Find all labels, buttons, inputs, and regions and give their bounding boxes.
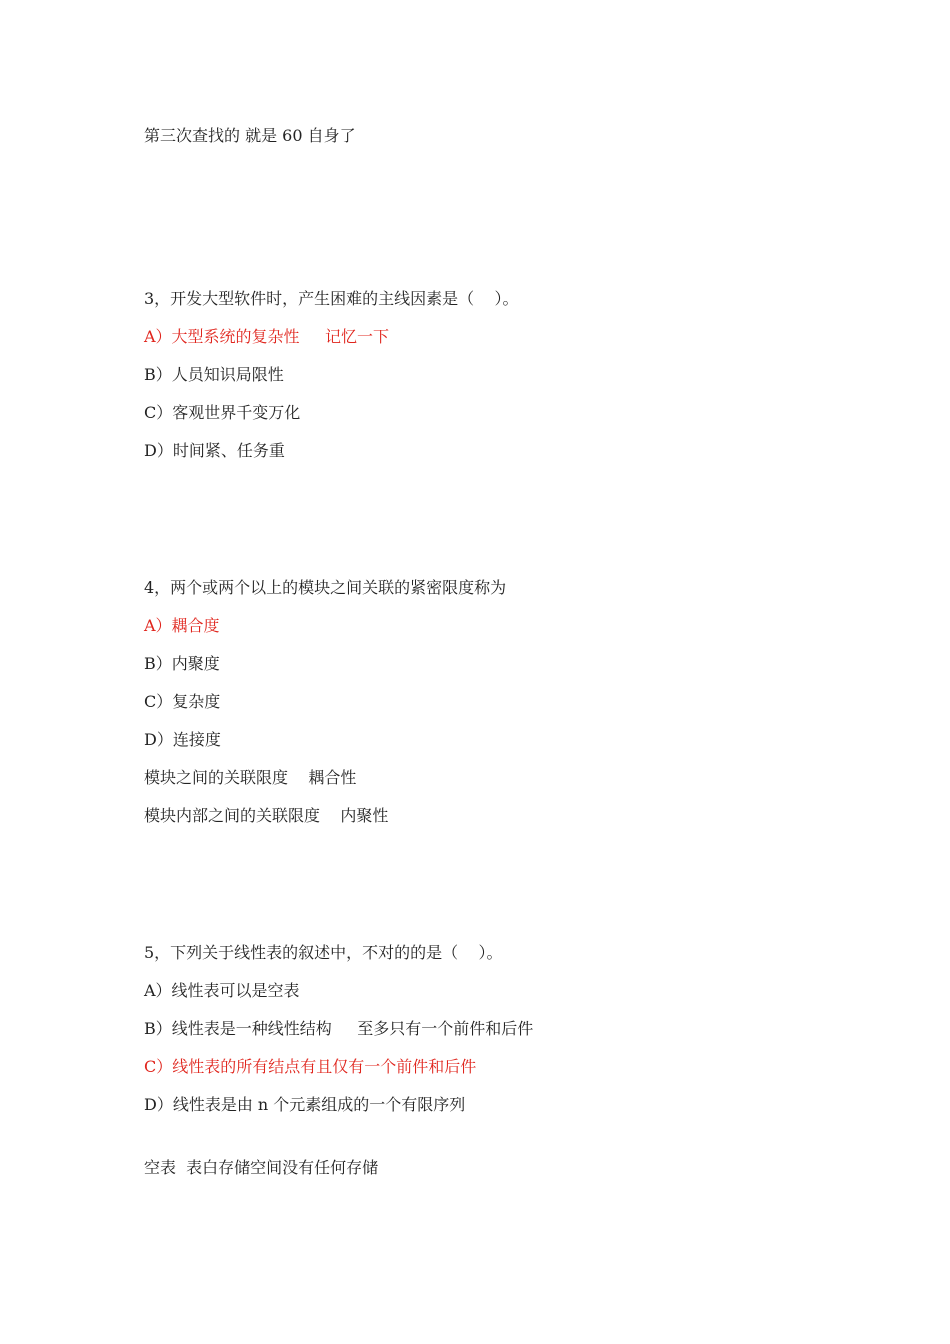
question-4-option-a: A）耦合度 xyxy=(144,616,220,635)
question-5-stem: 5，下列关于线性表的叙述中，不对的的是（ ）。 xyxy=(144,943,503,962)
question-4-stem: 4，两个或两个以上的模块之间关联的紧密限度称为 xyxy=(144,578,507,597)
question-5-option-d: D）线性表是由 n 个元素组成的一个有限序列 xyxy=(144,1095,466,1114)
question-4-note-coupling: 模块之间的关联限度 耦合性 xyxy=(144,768,357,787)
intro-text: 第三次查找的 就是 60 自身了 xyxy=(144,126,356,145)
question-3-option-a: A）大型系统的复杂性 记忆一下 xyxy=(144,327,389,346)
question-5-option-b: B）线性表是一种线性结构 至多只有一个前件和后件 xyxy=(144,1019,534,1038)
question-3-option-c: C）客观世界千变万化 xyxy=(144,403,301,422)
question-5-note-empty-table: 空表 表白存储空间没有任何存储 xyxy=(144,1158,379,1177)
question-5-option-a: A）线性表可以是空表 xyxy=(144,981,300,1000)
question-4-note-cohesion: 模块内部之间的关联限度 内聚性 xyxy=(144,806,389,825)
question-4-option-d: D）连接度 xyxy=(144,730,221,749)
question-4-option-b: B）内聚度 xyxy=(144,654,220,673)
question-3-option-d: D）时间紧、任务重 xyxy=(144,441,285,460)
question-5-option-c: C）线性表的所有结点有且仅有一个前件和后件 xyxy=(144,1057,477,1076)
question-3-option-b: B）人员知识局限性 xyxy=(144,365,284,384)
question-4-option-c: C）复杂度 xyxy=(144,692,221,711)
question-3-stem: 3，开发大型软件时，产生困难的主线因素是（ ）。 xyxy=(144,289,519,308)
